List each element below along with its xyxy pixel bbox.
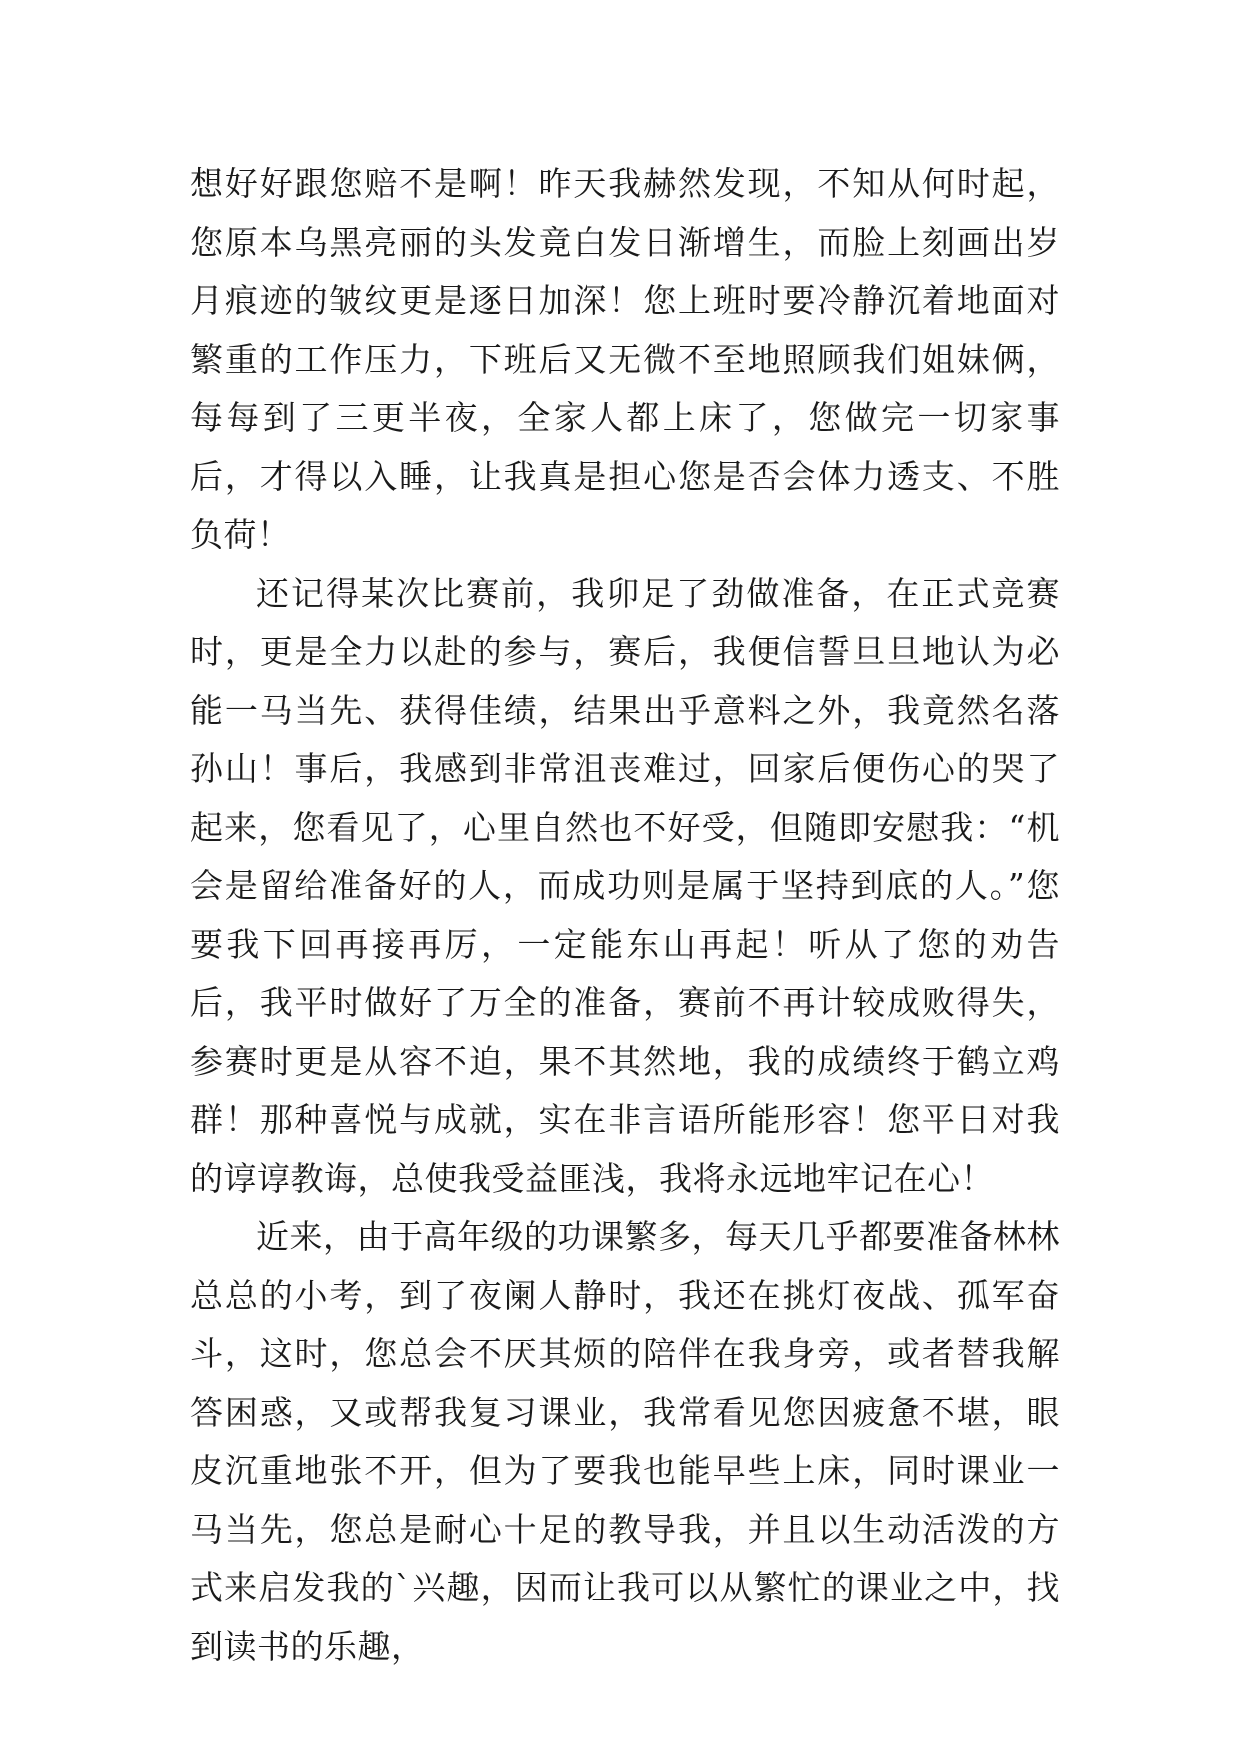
paragraph-1: 想好好跟您赔不是啊！昨天我赫然发现，不知从何时起，您原本乌黑亮丽的头发竟白发日渐增生，而脸上刻画出岁月痕迹的皱纹更是逐日加深！您上班时要冷静沉着地面对繁重的工作压力，下班后又无微不至地照顾我们姐妹俩，每每到了三更半夜，全家人都上床了，您做完一切家事后，才得以入睡，让我真是担心您是否会体力透支、不胜负荷！ [190,164,1060,554]
paragraph-3: 近来，由于高年级的功课繁多，每天几乎都要准备林林总总的小考，到了夜阑人静时，我还在挑灯夜战、孤军奋斗，这时，您总会不厌其烦的陪伴在我身旁，或者替我解答困惑，又或帮我复习课业，我常看见您因疲惫不堪，眼皮沉重地张不开，但为了要我也能早些上床，同时课业一马当先，您总是耐心十足的教导我，并且以生动活泼的方式来启发我的`兴趣，因而让我可以从繁忙的课业之中，找到读书的乐趣， [190,1217,1060,1666]
document-body [190,155,1060,1676]
paragraph-2: 还记得某次比赛前，我卯足了劲做准备，在正式竞赛时，更是全力以赴的参与，赛后，我便信誓旦旦地认为必能一马当先、获得佳绩，结果出乎意料之外，我竟然名落孙山！事后，我感到非常沮丧难过，回家后便伤心的哭了起来，您看见了，心里自然也不好受，但随即安慰我：“机会是留给准备好的人，而成功则是属于坚持到底的人。”您要我下回再接再厉，一定能东山再起！听从了您的劝告后，我平时做好了万全的准备，赛前不再计较成败得失，参赛时更是从容不迫，果不其然地，我的成绩终于鹤立鸡群！那种喜悦与成就，实在非言语所能形容！您平日对我的谆谆教诲，总使我受益匪浅，我将永远地牢记在心！ [190,573,1060,1198]
